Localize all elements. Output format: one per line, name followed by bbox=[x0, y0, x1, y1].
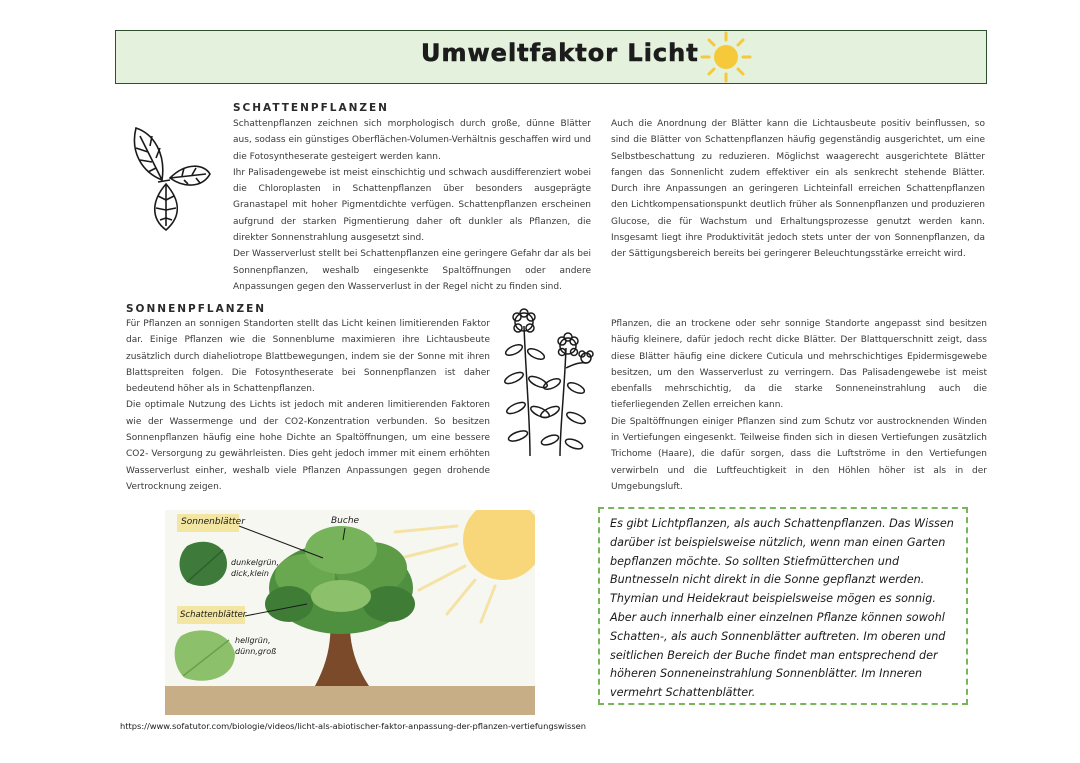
sonnen-desc-2: dick,klein bbox=[231, 569, 269, 578]
source-url: https://www.sofatutor.com/biologie/videos/licht-als-abiotischer-faktor-anpassung-der-pflanzen-vertiefungswissen bbox=[120, 721, 587, 731]
schatten-left-text bbox=[233, 116, 591, 295]
page-title: Umweltfaktor Licht bbox=[421, 39, 699, 67]
paragraph: Pflanzen, die an trockene oder sehr sonnige Standorte angepasst sind besitzen häufig kleinere, dafür jedoch recht dicke Blätter. Der Blattquerschnitt zeigt, dass diese Blätter häufig eine dickere Cuticula und mehrschichtiges Epidermisgewebe besitzen, um den Wasserverlust zu verringern. Das Palisadengewebe ist meist ebenfalls mehrschichtig, da die starke Sonneneinstrahlung auch die tieferliegenden Zellen erreichen kann. bbox=[611, 319, 987, 411]
paragraph: Auch die Anordnung der Blätter kann die Lichtausbeute positiv beinflussen, so sind die Blätter von Schattenpflanzen häufig gegenständig ausgerichtet, um eine Selbstbeschattung zu reduzieren. Möglichst waagerecht ausgerichtete Blätter fangen das Sonnenlicht zudem effektiver ein als senkrecht stehende Blätter. Durch ihre Anpassungen an geringeren Lichteinfall erreichen Schattenpflanzen den Lichtkompensationspunkt deutlich früher als Sonnenpflanzen und produzieren Glucose, die für Wachstum und Erhaltungsprozesse genutzt werden kann. Insgesamt liegt ihre Produktivität jedoch stets unter der von Sonnenpflanzen, da der Sättigungsbereich bereits bei geringerer Beleuchtungsstärke erreicht wird. bbox=[611, 119, 985, 260]
paragraph: Schattenpflanzen zeichnen sich morphologisch durch große, dünne Blätter aus, sodass ein günstiges Oberflächen-Volumen-Verhältnis geschaffen wird und die Fotosyntheserate gesteigert werden kann. bbox=[233, 119, 591, 162]
label-schattenblaetter: Schattenblätter bbox=[180, 610, 247, 620]
shade-leaves-illustration bbox=[122, 122, 214, 234]
sun-icon bbox=[698, 29, 754, 85]
paragraph: Die Spaltöffnungen einiger Pflanzen sind zum Schutz vor austrocknenden Winden in Vertiefungen eingesenkt. Teilweise finden sich in diesen Vertiefungen zusätzlich Trichome (Haare), die dafür sorgen, dass die Luftströme in den Vertiefungen verwirbeln und die Luftfeuchtigkeit in den Höhlen höher ist als in der Umgebungsluft. bbox=[611, 416, 987, 492]
section-heading-schattenpflanzen: SCHATTENPFLANZEN bbox=[233, 102, 389, 114]
sonnen-left-text bbox=[126, 316, 490, 495]
info-note-box bbox=[598, 507, 968, 705]
sonnen-right-text bbox=[611, 316, 987, 495]
title-banner bbox=[115, 30, 987, 84]
schatten-desc-1: hellgrün, bbox=[235, 636, 271, 645]
section-heading-sonnenpflanzen: SONNENPFLANZEN bbox=[126, 303, 267, 315]
label-sonnenblaetter: Sonnenblätter bbox=[181, 517, 245, 527]
sonnen-desc-1: dunkelgrün, bbox=[231, 558, 280, 567]
note-text: Es gibt Lichtpflanzen, als auch Schattenpflanzen. Das Wissen darüber ist beispielsweise nützlich, wenn man einen Garten bepflanzen möchte. So sollten Stiefmütterchen und Buntnesseln nicht direkt in die Sonne gepflanzt werden. Thymian und Heidekraut beispielsweise mögen es sonnig. Aber auch innerhalb einer einzelnen Pflanze können sowohl Schatten-, als auch Sonnenblätter auftreten. Im oberen und seitlichen Bereich der Buche findet man entsprechend der höheren Sonneneinstrahlung Sonnenblätter. Im Inneren vermehrt Schattenblätter. bbox=[610, 517, 954, 700]
paragraph: Für Pflanzen an sonnigen Standorten stellt das Licht keinen limitierenden Faktor dar. Einige Pflanzen wie die Sonnenblume maximieren ihre Lichtausbeute zusätzlich durch diaheliotrope Blattbewegungen, indem sie der Sonne mit ihren Blattspreiten folgen. Die Fotosyntheserate bei Sonnenpflanzen ist daher bedeutend höher als in Schattenpflanzen. bbox=[126, 319, 490, 395]
schatten-desc-2: dünn,groß bbox=[235, 647, 277, 656]
paragraph: Der Wasserverlust stellt bei Schattenpflanzen eine geringere Gefahr dar als bei Sonnenpflanzen, weshalb eingesenkte Spaltöffnungen oder andere Anpassungen gegen den Wasserverlust in der Regel nicht zu finden sind. bbox=[233, 249, 591, 292]
label-buche: Buche bbox=[331, 516, 360, 526]
schatten-right-text bbox=[611, 116, 985, 263]
paragraph: Die optimale Nutzung des Lichts ist jedoch mit anderen limitierenden Faktoren wie der Wassermenge und der CO2-Konzentration verbunden. So besitzen Sonnenpflanzen häufig eine hohe Dichte an Spaltöffnungen, um eine bessere CO2- Versorgung zu gewährleisten. Dies geht jedoch immer mit einem erhöhten Wasserverlust einher, weshalb viele Pflanzen Anpassungen gegen drohende Vertrocknung zeigen. bbox=[126, 400, 490, 492]
beech-tree-figure bbox=[165, 510, 535, 715]
thyme-plant-illustration bbox=[500, 308, 600, 458]
paragraph: Ihr Palisadengewebe ist meist einschichtig und schwach ausdifferenziert wobei die Chloroplasten in Schattenpflanzen über besonders ausgeprägte Granastapel mit hoher Pigmentdichte verfügen. Schattenpflanzen erscheinen aufgrund der starken Pigmentierung daher oft dunkler als Pflanzen, die direkter Sonnenstrahlung ausgesetzt sind. bbox=[233, 167, 591, 244]
